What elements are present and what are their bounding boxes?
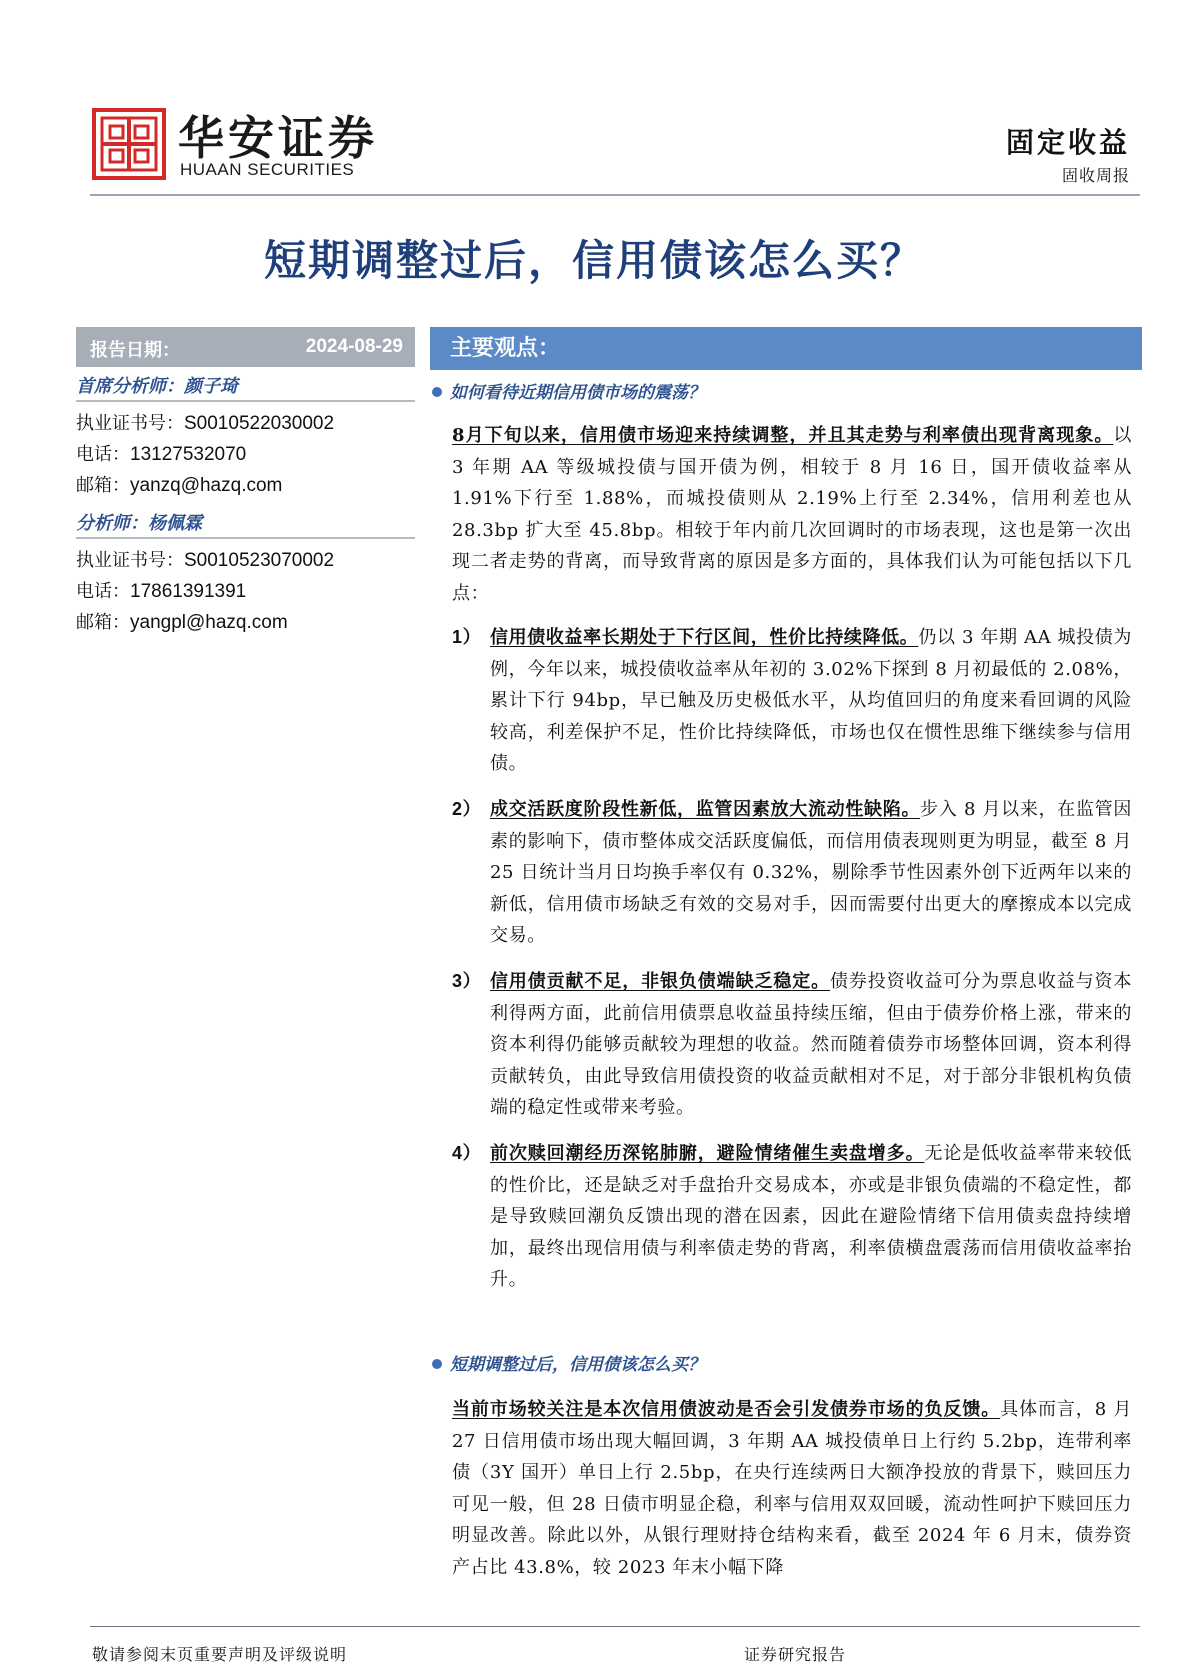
point-index: 3）: [452, 971, 482, 991]
phone-label: 电话：: [76, 581, 130, 602]
email-link[interactable]: yanzq@hazq.com: [130, 475, 283, 496]
analyst-card-chief: [76, 372, 415, 501]
point-lead-bold: 前次赎回潮经历深铭肺腑，避险情绪催生卖盘增多。: [490, 1143, 925, 1164]
license-number: S0010522030002: [184, 413, 335, 434]
license-number: S0010523070002: [184, 550, 335, 571]
bullet-dot-icon: [432, 1359, 442, 1369]
point-index: 4）: [452, 1143, 482, 1163]
report-date-label: 报告日期：: [90, 340, 180, 361]
point-index: 2）: [452, 799, 482, 819]
email-link[interactable]: yangpl@hazq.com: [130, 612, 288, 633]
report-subcategory: 固收周报: [1061, 166, 1130, 185]
analyst-email: [76, 607, 415, 638]
email-label: 邮箱：: [76, 475, 130, 496]
point-item-2: [452, 794, 1132, 952]
analyst-license: [76, 408, 415, 439]
footer-divider: [90, 1626, 1140, 1627]
point-body: 仍以 3 年期 AA 城投债为例，今年以来，城投债收益率从年初的 3.02%下探到 8 月初最低的 2.08%，累计下行 94bp，早已触及历史极低水平，从均值回归的角度来看回调的风险较高，利差保护不足，性价比持续降低，市场也仅在惯性思维下继续参与信用债。: [490, 627, 1132, 774]
report-date-box: [76, 327, 415, 367]
key-points-header: 主要观点：: [430, 327, 1142, 370]
subsection-heading-1: [432, 378, 705, 403]
point-lead-bold: 信用债收益率长期处于下行区间，性价比持续降低。: [490, 627, 919, 648]
subsection-heading-2: [432, 1350, 705, 1375]
analyst-phone: [76, 439, 415, 470]
analyst-license: [76, 545, 415, 576]
phone-label: 电话：: [76, 444, 130, 465]
report-date-value: 2024-08-29: [305, 336, 403, 357]
point-item-3: [452, 966, 1132, 1124]
license-label: 执业证书号：: [76, 550, 184, 571]
analyst-phone: [76, 576, 415, 607]
huaan-logo-icon: [92, 108, 166, 180]
email-label: 邮箱：: [76, 612, 130, 633]
brand-name-cn: 华安证券: [178, 111, 378, 165]
point-body: 无论是低收益率带来较低的性价比，还是缺乏对手盘抬升交易成本，亦或是非银负债端的不稳定性，都是导致赎回潮负反馈出现的潜在因素，因此在避险情绪下信用债卖盘持续增加，最终出现信用债与利率债走势的背离，利率债横盘震荡而信用债收益率抬升。: [490, 1143, 1132, 1290]
report-category: 固定收益: [1005, 126, 1130, 159]
license-label: 执业证书号：: [76, 413, 184, 434]
second-paragraph: [452, 1394, 1132, 1583]
analyst-title: 首席分析师：颜子琦: [76, 372, 415, 402]
point-item-1: [452, 622, 1132, 780]
header-divider: [90, 194, 1140, 196]
analyst-card-second: [76, 509, 415, 638]
brand-name-en: HUAAN SECURITIES: [180, 160, 355, 179]
intro-lead-bold: 8月下旬以来，信用债市场迎来持续调整，并且其走势与利率债出现背离现象。: [452, 425, 1114, 446]
report-title: 短期调整过后，信用债该怎么买？: [263, 236, 924, 285]
point-body: 步入 8 月以来，在监管因素的影响下，债市整体成交活跃度偏低，而信用债表现则更为明显，截至 8 月 25 日统计当月日均换手率仅有 0.32%，剔除季节性因素外创下近两年以来的新低，信用债市场缺乏有效的交易对手，因而需要付出更大的摩擦成本以完成交易。: [490, 799, 1132, 946]
intro-paragraph: [452, 420, 1132, 609]
footer-report-type: 证券研究报告: [744, 1645, 847, 1664]
point-index: 1）: [452, 627, 482, 647]
point-item-4: [452, 1138, 1132, 1296]
second-lead-bold: 当前市场较关注是本次信用债波动是否会引发债券市场的负反馈。: [452, 1399, 1001, 1420]
point-lead-bold: 信用债贡献不足，非银负债端缺乏稳定。: [490, 971, 831, 992]
subsection-heading-text: 短期调整过后，信用债该怎么买？: [450, 1355, 705, 1375]
bullet-dot-icon: [432, 387, 442, 397]
point-lead-bold: 成交活跃度阶段性新低，监管因素放大流动性缺陷。: [490, 799, 921, 820]
phone-number: 17861391391: [130, 581, 247, 602]
point-body: 债券投资收益可分为票息收益与资本利得两方面，此前信用债票息收益虽持续压缩，但由于债券价格上涨，带来的资本利得仍能够贡献较为理想的收益。然而随着债券市场整体回调，资本利得贡献转负，由此导致信用债投资的收益贡献相对不足，对于部分非银机构负债端的稳定性或带来考验。: [490, 971, 1132, 1118]
subsection-heading-text: 如何看待近期信用债市场的震荡？: [450, 383, 705, 403]
footer-disclaimer-note: 敬请参阅末页重要声明及评级说明: [92, 1645, 348, 1664]
analyst-title: 分析师：杨佩霖: [76, 509, 415, 539]
analyst-email: [76, 470, 415, 501]
intro-body: 以 3 年期 AA 等级城投债与国开债为例，相较于 8 月 16 日，国开债收益率从 1.91%下行至 1.88%，而城投债则从 2.19%上行至 2.34%，信用利差也从 28.3bp 扩大至 45.8bp。相较于年内前几次回调时的市场表现，这也是第一次出现二者走势的背离，而导致背离的原因是多方面的，具体我们认为可能包括以下几点：: [452, 425, 1132, 604]
second-body: 具体而言，8 月 27 日信用债市场出现大幅回调，3 年期 AA 城投债单日上行约 5.2bp，连带利率债（3Y 国开）单日上行 2.5bp，在央行连续两日大额净投放的背景下，赎回压力可见一般，但 28 日债市明显企稳，利率与信用双双回暖，流动性呵护下赎回压力明显改善。除此以外，从银行理财持仓结构来看，截至 2024 年 6 月末，债券资产占比 43.8%，较 2023 年末小幅下降: [452, 1399, 1132, 1578]
phone-number: 13127532070: [130, 444, 247, 465]
